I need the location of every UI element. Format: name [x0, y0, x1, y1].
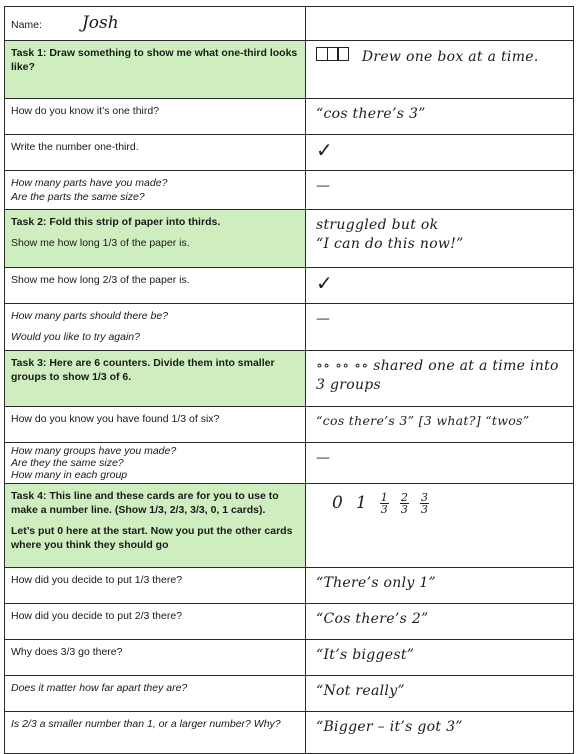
answer-cell	[306, 603, 574, 639]
task2-text: Task 2: Fold this strip of paper into thirds.	[11, 216, 221, 229]
card-three-thirds: $\frac{3}{3}$	[420, 491, 429, 517]
task1-answer	[306, 40, 574, 98]
interview-record-table	[4, 6, 574, 754]
answer-cell	[306, 406, 574, 442]
question-row	[5, 170, 574, 209]
question-cell	[5, 268, 306, 304]
question-text: How many groups have you made?	[11, 444, 177, 457]
name-answer-cell	[306, 7, 574, 41]
question-row	[5, 98, 574, 134]
task1-note: Drew one box at a time.	[361, 48, 539, 65]
answer-cell	[306, 639, 574, 675]
question-row	[5, 134, 574, 170]
answer-cell	[306, 711, 574, 753]
three-boxes-drawing	[316, 47, 348, 67]
question-row	[5, 675, 574, 711]
question-text: How do you know it’s one third?	[11, 104, 160, 117]
question-row	[5, 639, 574, 675]
answer-text: “There’s only 1”	[316, 574, 437, 591]
tick-mark: ✓	[316, 137, 334, 162]
answer-text: “I can do this now!”	[316, 236, 464, 253]
answer-text: “cos there’s 3”	[316, 105, 426, 122]
answer-cell	[306, 304, 574, 350]
answer-text: “Bigger – it’s got 3”	[316, 718, 463, 735]
question-cell	[5, 711, 306, 753]
task2-prompt	[5, 210, 306, 268]
answer-cell	[306, 98, 574, 134]
question-row	[5, 304, 574, 350]
task4-row	[5, 483, 574, 567]
answer-cell	[306, 170, 574, 209]
question-text: How many parts have you made?	[11, 176, 168, 189]
task1-row	[5, 40, 574, 98]
dash-mark: —	[316, 177, 331, 194]
question-text: How do you know you have found 1/3 of six?	[11, 412, 220, 425]
card-one: 1	[355, 492, 368, 513]
card-two-thirds: $\frac{2}{3}$	[400, 491, 409, 517]
question-text: Are they the same size?	[11, 456, 124, 469]
card-zero: 0	[332, 492, 344, 513]
task4-answer	[306, 483, 574, 567]
task1-prompt	[5, 40, 306, 98]
question-text: Is 2/3 a smaller number than 1, or a larger number? Why?	[11, 717, 281, 730]
answer-text: “It’s biggest”	[316, 646, 415, 663]
question-cell	[5, 406, 306, 442]
question-text: Are the parts the same size?	[11, 191, 145, 204]
answer-text: “cos there’s 3” [3 what?] “twos”	[316, 412, 530, 428]
answer-cell	[306, 268, 574, 304]
question-cell	[5, 442, 306, 483]
answer-text: ∘∘ ∘∘ ∘∘ shared one at a time into 3 groups	[316, 357, 559, 393]
tick-mark: ✓	[316, 271, 334, 296]
task3-row	[5, 350, 574, 406]
dash-mark: —	[316, 449, 331, 466]
task2-answer	[306, 210, 574, 268]
question-text: Write the number one-third.	[11, 140, 139, 153]
task2-row	[5, 210, 574, 268]
task4-subtext: Let’s put 0 here at the start. Now you put the other cards where you think they should go	[11, 525, 293, 552]
task3-prompt	[5, 350, 306, 406]
task2-subtext: Show me how long 1/3 of the paper is.	[11, 237, 190, 250]
question-text: Why does 3/3 go there?	[11, 645, 123, 658]
question-cell	[5, 134, 306, 170]
question-cell	[5, 170, 306, 209]
question-text: Does it matter how far apart they are?	[11, 681, 188, 694]
answer-text: “Cos there’s 2”	[316, 610, 429, 627]
question-row	[5, 567, 574, 603]
question-text: How many parts should there be?	[11, 310, 169, 323]
question-text: Would you like to try again?	[11, 331, 140, 344]
task3-text: Task 3: Here are 6 counters. Divide them into smaller groups to show 1/3 of 6.	[11, 356, 275, 383]
question-row	[5, 406, 574, 442]
question-row	[5, 603, 574, 639]
question-row	[5, 711, 574, 753]
question-cell	[5, 98, 306, 134]
card-one-third: $\frac{1}{3}$	[380, 491, 389, 517]
answer-cell	[306, 567, 574, 603]
task3-answer	[306, 350, 574, 406]
question-text: How many in each group	[11, 468, 128, 481]
answer-cell	[306, 134, 574, 170]
question-text: How did you decide to put 2/3 there?	[11, 609, 183, 622]
question-cell	[5, 304, 306, 350]
task4-prompt	[5, 483, 306, 567]
answer-cell	[306, 675, 574, 711]
name-row	[5, 7, 574, 41]
answer-text: “Not really”	[316, 682, 405, 699]
question-row	[5, 442, 574, 483]
task1-text: Task 1: Draw something to show me what one-third looks like?	[11, 46, 298, 74]
name-label: Name:	[11, 19, 42, 31]
question-cell	[5, 567, 306, 603]
student-name: Josh	[81, 13, 119, 33]
name-label-cell	[5, 7, 306, 41]
question-text: How did you decide to put 1/3 there?	[11, 573, 183, 586]
question-cell	[5, 639, 306, 675]
answer-cell	[306, 442, 574, 483]
dash-mark: —	[316, 311, 331, 328]
question-cell	[5, 675, 306, 711]
question-cell	[5, 603, 306, 639]
task4-text: Task 4: This line and these cards are for you to use to make a number line. (Show 1/3, 2/3, 3/3, 0, 1 cards).	[11, 489, 279, 516]
answer-text: struggled but ok	[316, 217, 439, 234]
question-text: Show me how long 2/3 of the paper is.	[11, 274, 190, 287]
question-row	[5, 268, 574, 304]
